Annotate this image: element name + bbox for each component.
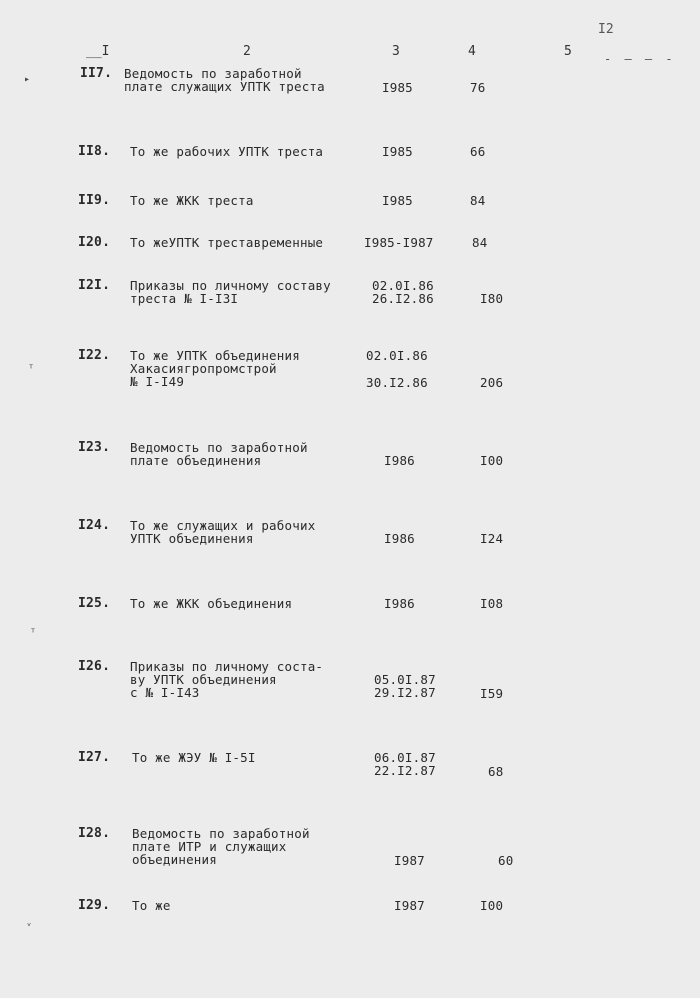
row-title-line: Хакасиягропромстрой — [130, 361, 277, 376]
row-dates: I985 — [382, 80, 413, 95]
row-number: I2I. — [78, 278, 111, 293]
page-number: I2 — [598, 22, 614, 37]
row-title-line: То же УПТК объединения — [130, 348, 300, 363]
row-dates: 06.0I.87 — [374, 750, 436, 765]
row-dates: 30.I2.86 — [366, 375, 428, 390]
row-number: I28. — [78, 826, 111, 841]
row-sheet-count: 66 — [470, 144, 486, 159]
row-title-line: Приказы по личному составу — [130, 278, 331, 293]
header-dashes: - — — - — [604, 52, 676, 66]
row-dates: 05.0I.87 — [374, 672, 436, 687]
margin-mark: ᵀ — [30, 628, 37, 639]
row-title-line: треста № I-I3I — [130, 291, 239, 306]
row-dates: I985-I987 — [364, 235, 434, 250]
row-number: I25. — [78, 596, 111, 611]
row-title-line: То же служащих и рабочих — [130, 518, 316, 533]
row-sheet-count: I59 — [480, 686, 504, 701]
row-dates: I986 — [384, 596, 415, 611]
column-header-1: __I — [86, 44, 110, 59]
row-title-line: То же ЖКК треста — [130, 193, 254, 208]
column-header-5: 5 — [564, 44, 572, 59]
row-title-line: № I-I49 — [130, 374, 185, 389]
row-title-line: с № I-I43 — [130, 685, 200, 700]
row-number: I23. — [78, 440, 111, 455]
row-dates: 02.0I.86 — [366, 348, 428, 363]
row-number: II9. — [78, 193, 111, 208]
row-title-line: То же ЖКК объединения — [130, 596, 293, 611]
row-title-line: плате служащих УПТК треста — [124, 79, 325, 94]
row-title-line: ву УПТК объединения — [130, 672, 277, 687]
row-number: I24. — [78, 518, 111, 533]
row-dates: I986 — [384, 453, 415, 468]
row-number: I26. — [78, 659, 111, 674]
row-dates: 26.I2.86 — [372, 291, 434, 306]
row-number: I27. — [78, 750, 111, 765]
row-dates: 02.0I.86 — [372, 278, 434, 293]
row-sheet-count: 206 — [480, 375, 504, 390]
row-dates: I987 — [394, 898, 425, 913]
row-title-line: То же рабочих УПТК треста — [130, 144, 324, 159]
row-sheet-count: I00 — [480, 453, 504, 468]
row-sheet-count: 60 — [498, 853, 514, 868]
row-dates: 29.I2.87 — [374, 685, 436, 700]
row-sheet-count: 84 — [472, 235, 488, 250]
row-dates: I985 — [382, 193, 413, 208]
row-number: I20. — [78, 235, 111, 250]
row-dates: I985 — [382, 144, 413, 159]
row-sheet-count: I00 — [480, 898, 504, 913]
row-sheet-count: I08 — [480, 596, 504, 611]
column-header-2: 2 — [243, 44, 251, 59]
row-sheet-count: I80 — [480, 291, 504, 306]
margin-mark: ▸ — [24, 74, 31, 85]
margin-mark: ᵀ — [28, 364, 35, 375]
row-title-line: То же — [132, 898, 171, 913]
row-title-line: плате ИТР и служащих — [132, 839, 287, 854]
row-title-line: То жеУПТК треставременные — [130, 235, 324, 250]
row-sheet-count: 68 — [488, 764, 504, 779]
row-dates: I986 — [384, 531, 415, 546]
row-sheet-count: 76 — [470, 80, 486, 95]
row-dates: I987 — [394, 853, 425, 868]
row-number: I22. — [78, 348, 111, 363]
row-title-line: Ведомость по заработной — [132, 826, 310, 841]
row-sheet-count: 84 — [470, 193, 486, 208]
row-sheet-count: I24 — [480, 531, 504, 546]
row-title-line: Ведомость по заработной — [130, 440, 308, 455]
row-number: I29. — [78, 898, 111, 913]
column-header-3: 3 — [392, 44, 400, 59]
row-number: II7. — [80, 66, 113, 81]
row-title-line: Ведомость по заработной — [124, 66, 302, 81]
row-title-line: То же ЖЭУ № I-5I — [132, 750, 256, 765]
column-header-4: 4 — [468, 44, 476, 59]
row-title-line: УПТК объединения — [130, 531, 254, 546]
row-dates: 22.I2.87 — [374, 763, 436, 778]
row-number: II8. — [78, 144, 111, 159]
row-title-line: Приказы по личному соста- — [130, 659, 324, 674]
row-title-line: плате объединения — [130, 453, 262, 468]
row-title-line: объединения — [132, 852, 217, 867]
margin-mark: ᵥ — [26, 918, 33, 929]
